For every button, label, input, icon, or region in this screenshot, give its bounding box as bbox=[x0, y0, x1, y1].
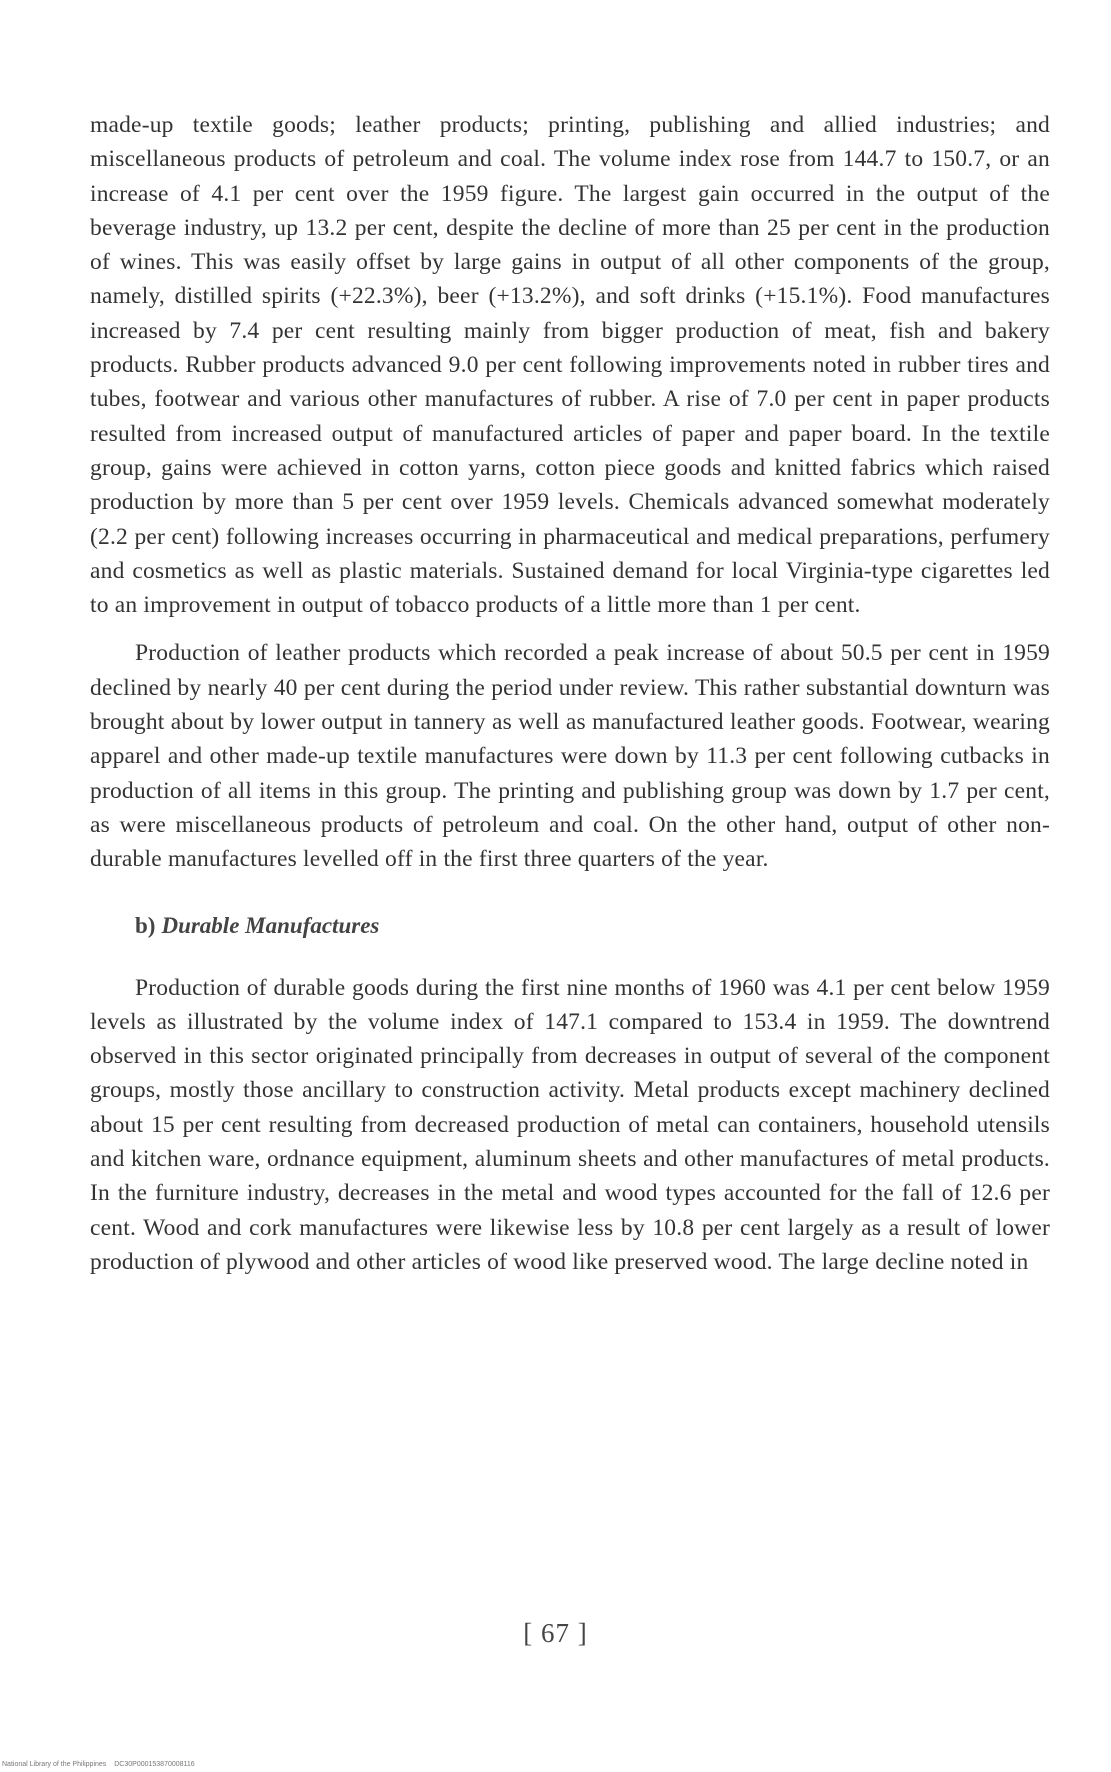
section-heading-letter: b) bbox=[135, 912, 156, 938]
section-heading bbox=[135, 911, 1050, 941]
paragraph-nondurable-declines: Production of leather products which recorded a peak increase of about 50.5 per cent in 1959 declined by nearly 40 per cent during the period under review. This rather substantial downturn was brought about by lower output in tannery as well as manufactured leather goods. Footwear, wearing apparel and other made-up textile manufactures were down by 11.3 per cent following cutbacks in production of all items in this group. The printing and publishing group was down by 1.7 per cent, as were miscellaneous products of petroleum and coal. On the other hand, output of other non-durable manufactures levelled off in the first three quarters of the year. bbox=[90, 640, 1050, 873]
document-page bbox=[90, 108, 1050, 1279]
paragraph-durable-manufactures: Production of durable goods during the first nine months of 1960 was 4.1 per cent below 1959 levels as illustrated by the volume index of 147.1 compared to 153.4 in 1959. The downtrend observed in this sector originated principally from decreases in output of several of the component groups, mostly those ancillary to construction activity. Metal products except machinery declined about 15 per cent resulting from decreased production of metal can containers, household utensils and kitchen ware, ordnance equipment, aluminum sheets and other manufactures of metal products. In the furniture industry, decreases in the metal and wood types accounted for the fall of 12.6 per cent. Wood and cork manufactures were likewise less by 10.8 per cent largely as a result of lower production of plywood and other articles of wood like preserved wood. The large decline noted in bbox=[90, 974, 1050, 1275]
scan-footer bbox=[2, 1761, 195, 1768]
paragraph-nondurable-gains: made-up textile goods; leather products; printing, publishing and allied industries; and miscellaneous products of petroleum and coal. The volume index rose from 144.7 to 150.7, or an increase of 4.1 per cent over the 1959 figure. The largest gain occurred in the output of the beverage industry, up 13.2 per cent, despite the decline of more than 25 per cent in the production of wines. This was easily offset by large gains in output of all other components of the group, namely, distilled spirits (+22.3%), beer (+13.2%), and soft drinks (+15.1%). Food manufactures increased by 7.4 per cent resulting mainly from bigger production of meat, fish and bakery products. Rubber products advanced 9.0 per cent following improvements noted in rubber tires and tubes, footwear and various other manufactures of rubber. A rise of 7.0 per cent in paper products resulted from increased output of manufactured articles of paper and paper board. In the textile group, gains were achieved in cotton yarns, cotton piece goods and knitted fabrics which raised production by more than 5 per cent over 1959 levels. Chemicals advanced somewhat moderately (2.2 per cent) following increases occurring in pharmaceutical and medical preparations, perfumery and cosmetics as well as plastic materials. Sustained demand for local Virginia-type cigarettes led to an improvement in output of tobacco products of a little more than 1 per cent. bbox=[90, 112, 1050, 619]
footer-source: National Library of the Philippines bbox=[2, 1761, 107, 1768]
section-heading-title: Durable Manufactures bbox=[161, 912, 380, 938]
page-number: [ 67 ] bbox=[523, 1618, 588, 1648]
footer-identifier: DC30P000153870008116 bbox=[114, 1761, 195, 1768]
